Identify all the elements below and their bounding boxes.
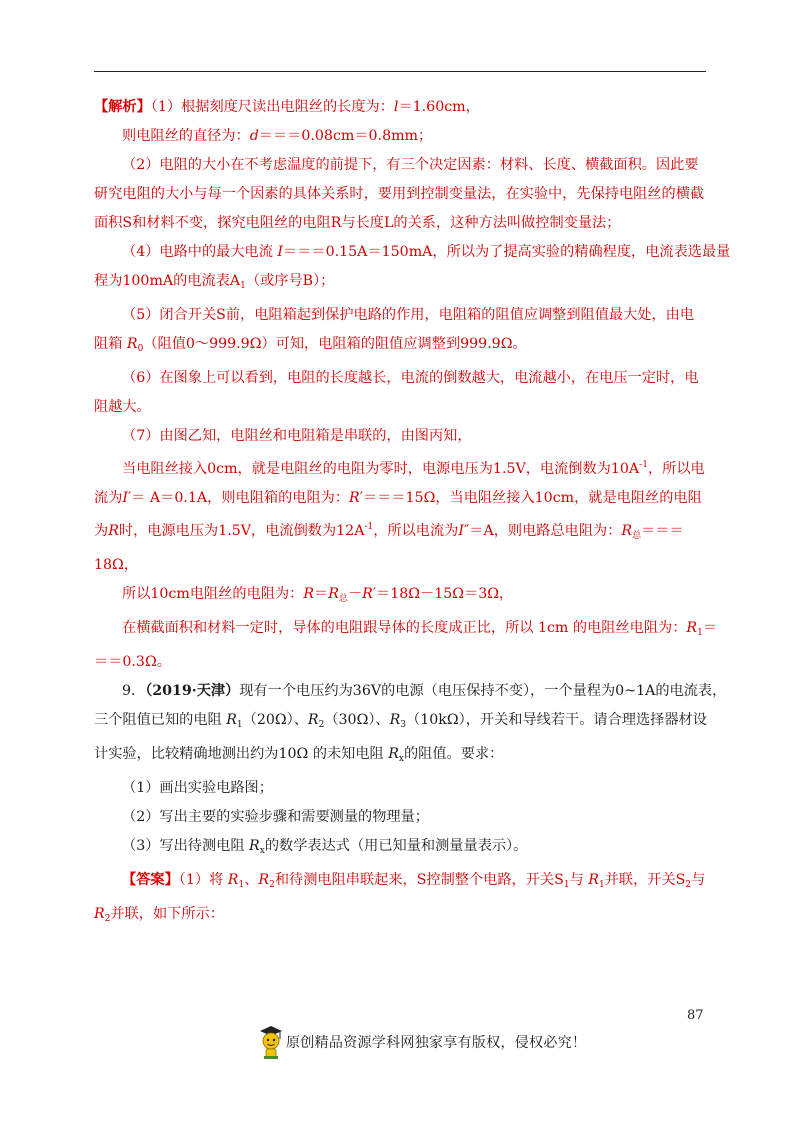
analysis-line-17: 所以10cm电阻丝的电阻为：$R=R_总-R'=18\Omega-15\Omega=3\Omega$， — [122, 586, 514, 604]
header-rule — [94, 71, 706, 72]
question-9-line-1: 9．（2019·天津）现有一个电压约为36V的电源（电压保持不变），一个量程为0~1A的电流表， — [122, 683, 727, 699]
requirement-1: （1）画出实验电路图； — [122, 780, 273, 796]
scholar-mascot-icon — [258, 1022, 284, 1062]
analysis-line-7: 程为100mA的电流表$A_1$（或序号B）； — [94, 273, 335, 291]
answer-label: 【答案】 — [122, 872, 179, 888]
analysis-line-13: 当电阻丝接入0cm，就是电阻丝的电阻为零时，电源电压为1.5V，电流倒数为$10A^{-1}$，所以电 — [122, 460, 705, 477]
analysis-line-15: 为R时，电源电压为1.5V，电流倒数为$12A^{-1}$，所以电流为I″＝A，则电路总电阻为：$R_总===$ — [94, 522, 684, 541]
analysis-line-11: 阻越大。 — [94, 399, 151, 415]
analysis-label: 【解析】 — [94, 99, 151, 115]
requirement-3: （3）写出待测电阻 $R_x$的数学表达式（用已知量和测量量表示）。 — [122, 838, 528, 856]
analysis-line-10: （6）在图象上可以看到，电阻的长度越长，电流的倒数越大，电流越小，在电压一定时，电 — [122, 370, 699, 386]
analysis-line-4: 研究电阻的大小与每一个因素的具体关系时，要用到控制变量法，在实验中，先保持电阻丝的横截 — [94, 186, 705, 202]
analysis-line-16: 18Ω， — [94, 557, 139, 573]
copyright-footer — [258, 1020, 586, 1064]
requirement-2: （2）写出主要的实验步骤和需要测量的物理量； — [122, 809, 429, 825]
copyright-text: 原创精品资源学科网独家享有版权，侵权必究！ — [286, 1035, 587, 1051]
analysis-line-6: （4）电路中的最大电流 I＝＝＝0.15A＝150mA，所以为了提高实验的精确程度，电流表选最量 — [122, 244, 731, 260]
analysis-line-2: 则电阻丝的直径为：d＝＝＝0.08cm＝0.8mm； — [122, 128, 433, 144]
question-9-line-2: 三个阻值已知的电阻 $R_1(20\Omega)$、$R_2(30\Omega)$、$R_3(10k\Omega)$，开关和导线若干。请合理选择器材设 — [94, 712, 707, 730]
analysis-line-14: 流为I′＝ A＝0.1A，则电阻箱的电阻为：R′＝＝＝15Ω，当电阻丝接入10cm，就是电阻丝的电阻 — [94, 490, 702, 506]
analysis-line-9: 阻箱 $R_0$（阻值0～999.9Ω）可知，电阻箱的阻值应调整到999.9Ω。 — [94, 336, 527, 354]
analysis-line-12: （7）由图乙知，电阻丝和电阻箱是串联的，由图丙知， — [122, 428, 472, 444]
analysis-line-1: 【解析】（1）根据刻度尺读出电阻丝的长度为：l＝1.60cm， — [94, 99, 480, 115]
analysis-line-18: 在横截面积和材料一定时，导体的电阻跟导体的长度成正比，所以 1cm 的电阻丝电阻为：$R_1=$ — [122, 620, 718, 638]
analysis-line-5: 面积S和材料不变，探究电阻丝的电阻R与长度L的关系，这种方法叫做控制变量法； — [94, 215, 621, 231]
question-source: （2019·天津） — [145, 683, 240, 699]
question-9-line-3: 计实验，比较精确地测出约为10Ω 的未知电阻 $R_x$的阻值。要求： — [94, 746, 504, 764]
answer-line-1: 【答案】（1）将 $R_1$、$R_2$和待测电阻串联起来，S控制整个电路，开关$S_1$与 $R_1$并联，开关$S_2$与 — [122, 872, 706, 890]
document-body — [94, 93, 731, 934]
page-number: 87 — [687, 1008, 704, 1023]
analysis-line-8: （5）闭合开关S前，电阻箱起到保护电路的作用，电阻箱的阻值应调整到阻值最大处，由电 — [122, 307, 695, 323]
answer-line-2: $R_2$并联，如下所示： — [94, 906, 224, 924]
analysis-line-3: （2）电阻的大小在不考虑温度的前提下，有三个决定因素：材料、长度、横截面积。因此要 — [122, 157, 699, 173]
question-number: 9． — [122, 683, 146, 699]
analysis-line-19: ＝＝0.3Ω。 — [94, 654, 171, 670]
